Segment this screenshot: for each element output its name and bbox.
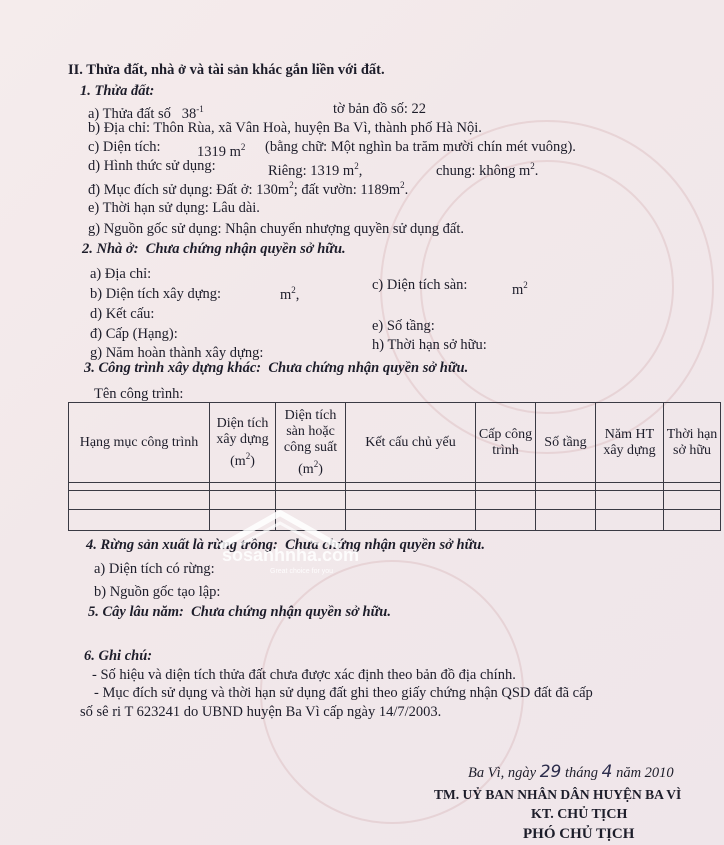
- floor-area: c) Diện tích sàn:: [372, 277, 468, 293]
- col-structure: Kết cấu chủ yếu: [346, 403, 476, 483]
- col-floors: Số tầng: [536, 403, 596, 483]
- structure: d) Kết cấu:: [90, 306, 155, 322]
- purpose: đ) Mục đích sử dụng: Đất ở: $130m^2$; đất vườn: $1189m^2$.: [88, 180, 409, 198]
- duration: e) Thời hạn sử dụng: Lâu dài.: [88, 200, 260, 216]
- notes-heading: 6. Ghi chú:: [84, 648, 153, 664]
- use-private: Riêng: 1319 $m^2$,: [268, 161, 363, 179]
- table-row: [69, 510, 721, 531]
- table-header-row: [69, 403, 721, 483]
- works-name-label: Tên công trình:: [94, 386, 184, 402]
- other-works-heading: 3. Công trình xây dựng khác: Chưa chứng nhận quyền sở hữu.: [84, 360, 469, 376]
- forest-heading: 4. Rừng sản xuất là rừng trồng: Chưa chứng nhận quyền sở hữu.: [86, 537, 485, 553]
- area-text: (bằng chữ: Một nghìn ba trăm mười chín mét vuông).: [265, 139, 576, 155]
- use-form-label: d) Hình thức sử dụng:: [88, 158, 216, 174]
- built-unit: $m^2$,: [280, 285, 300, 303]
- completion-year: g) Năm hoàn thành xây dựng:: [90, 345, 264, 361]
- address: b) Địa chỉ: Thôn Rùa, xã Vân Hoà, huyện Ba Vì, thành phố Hà Nội.: [88, 120, 482, 136]
- forest-area: a) Diện tích có rừng:: [94, 561, 215, 577]
- forest-origin: b) Nguồn gốc tạo lập:: [94, 584, 221, 600]
- origin: g) Nguồn gốc sử dụng: Nhận chuyển nhượng quyền sử dụng đất.: [88, 221, 464, 237]
- col-grade: Cấp công trình: [476, 403, 536, 483]
- note-line-3: số sê ri T 623241 do UBND huyện Ba Vì cấp ngày 14/7/2003.: [80, 704, 442, 720]
- col-built-area: Diện tích xây dựng $(m^2)$: [210, 403, 276, 483]
- area-value: 1319 $m^2$: [197, 142, 246, 160]
- note-line-2: - Mục đích sử dụng và thời hạn sử dụng đất ghi theo giấy chứng nhận QSD đất đã cấp: [94, 685, 593, 701]
- vice-chairman: PHÓ CHỦ TỊCH: [523, 826, 635, 842]
- watermark-brand: sosanhnha.com: [222, 545, 360, 565]
- ownership-term: h) Thời hạn sở hữu:: [372, 337, 487, 353]
- land-heading: 1. Thửa đất:: [80, 83, 155, 99]
- col-category: Hạng mục công trình: [69, 403, 210, 483]
- watermark-tagline: Great choice for you: [270, 568, 334, 575]
- built-area: b) Diện tích xây dựng:: [90, 286, 222, 302]
- use-shared: chung: không $m^2$.: [436, 161, 539, 179]
- map-sheet: tờ bản đồ số: 22: [333, 101, 427, 117]
- col-ownership: Thời hạn sở hữu: [664, 403, 721, 483]
- grade: đ) Cấp (Hạng):: [90, 326, 178, 342]
- section-title: II. Thửa đất, nhà ở và tài sản khác gắn liền với đất.: [68, 62, 385, 78]
- house-heading: 2. Nhà ở: Chưa chứng nhận quyền sở hữu.: [82, 241, 346, 257]
- authority: TM. UỶ BAN NHÂN DÂN HUYỆN BA VÌ: [434, 787, 682, 802]
- note-line-1: - Số hiệu và diện tích thửa đất chưa được xác định theo bản đồ địa chính.: [92, 667, 516, 683]
- floors: e) Số tầng:: [372, 318, 435, 334]
- kt-chairman: KT. CHỦ TỊCH: [531, 807, 628, 822]
- floor-unit: $m^2$: [512, 280, 528, 298]
- table-row: [69, 491, 721, 510]
- parcel-label: a) Thửa đất số $38^{-1}$: [88, 104, 204, 122]
- col-year: Năm HT xây dựng: [596, 403, 664, 483]
- house-address: a) Địa chỉ:: [90, 266, 152, 282]
- trees-heading: 5. Cây lâu năm: Chưa chứng nhận quyền sở hữu.: [88, 604, 391, 620]
- area-label: c) Diện tích:: [88, 139, 161, 155]
- other-works-table: [68, 402, 721, 531]
- sign-date: Ba Vì, ngày 29 tháng 4 năm 2010: [468, 762, 674, 782]
- table-row: [69, 483, 721, 491]
- col-floor-area: Diện tích sàn hoặc công suất $(m^2)$: [276, 403, 346, 483]
